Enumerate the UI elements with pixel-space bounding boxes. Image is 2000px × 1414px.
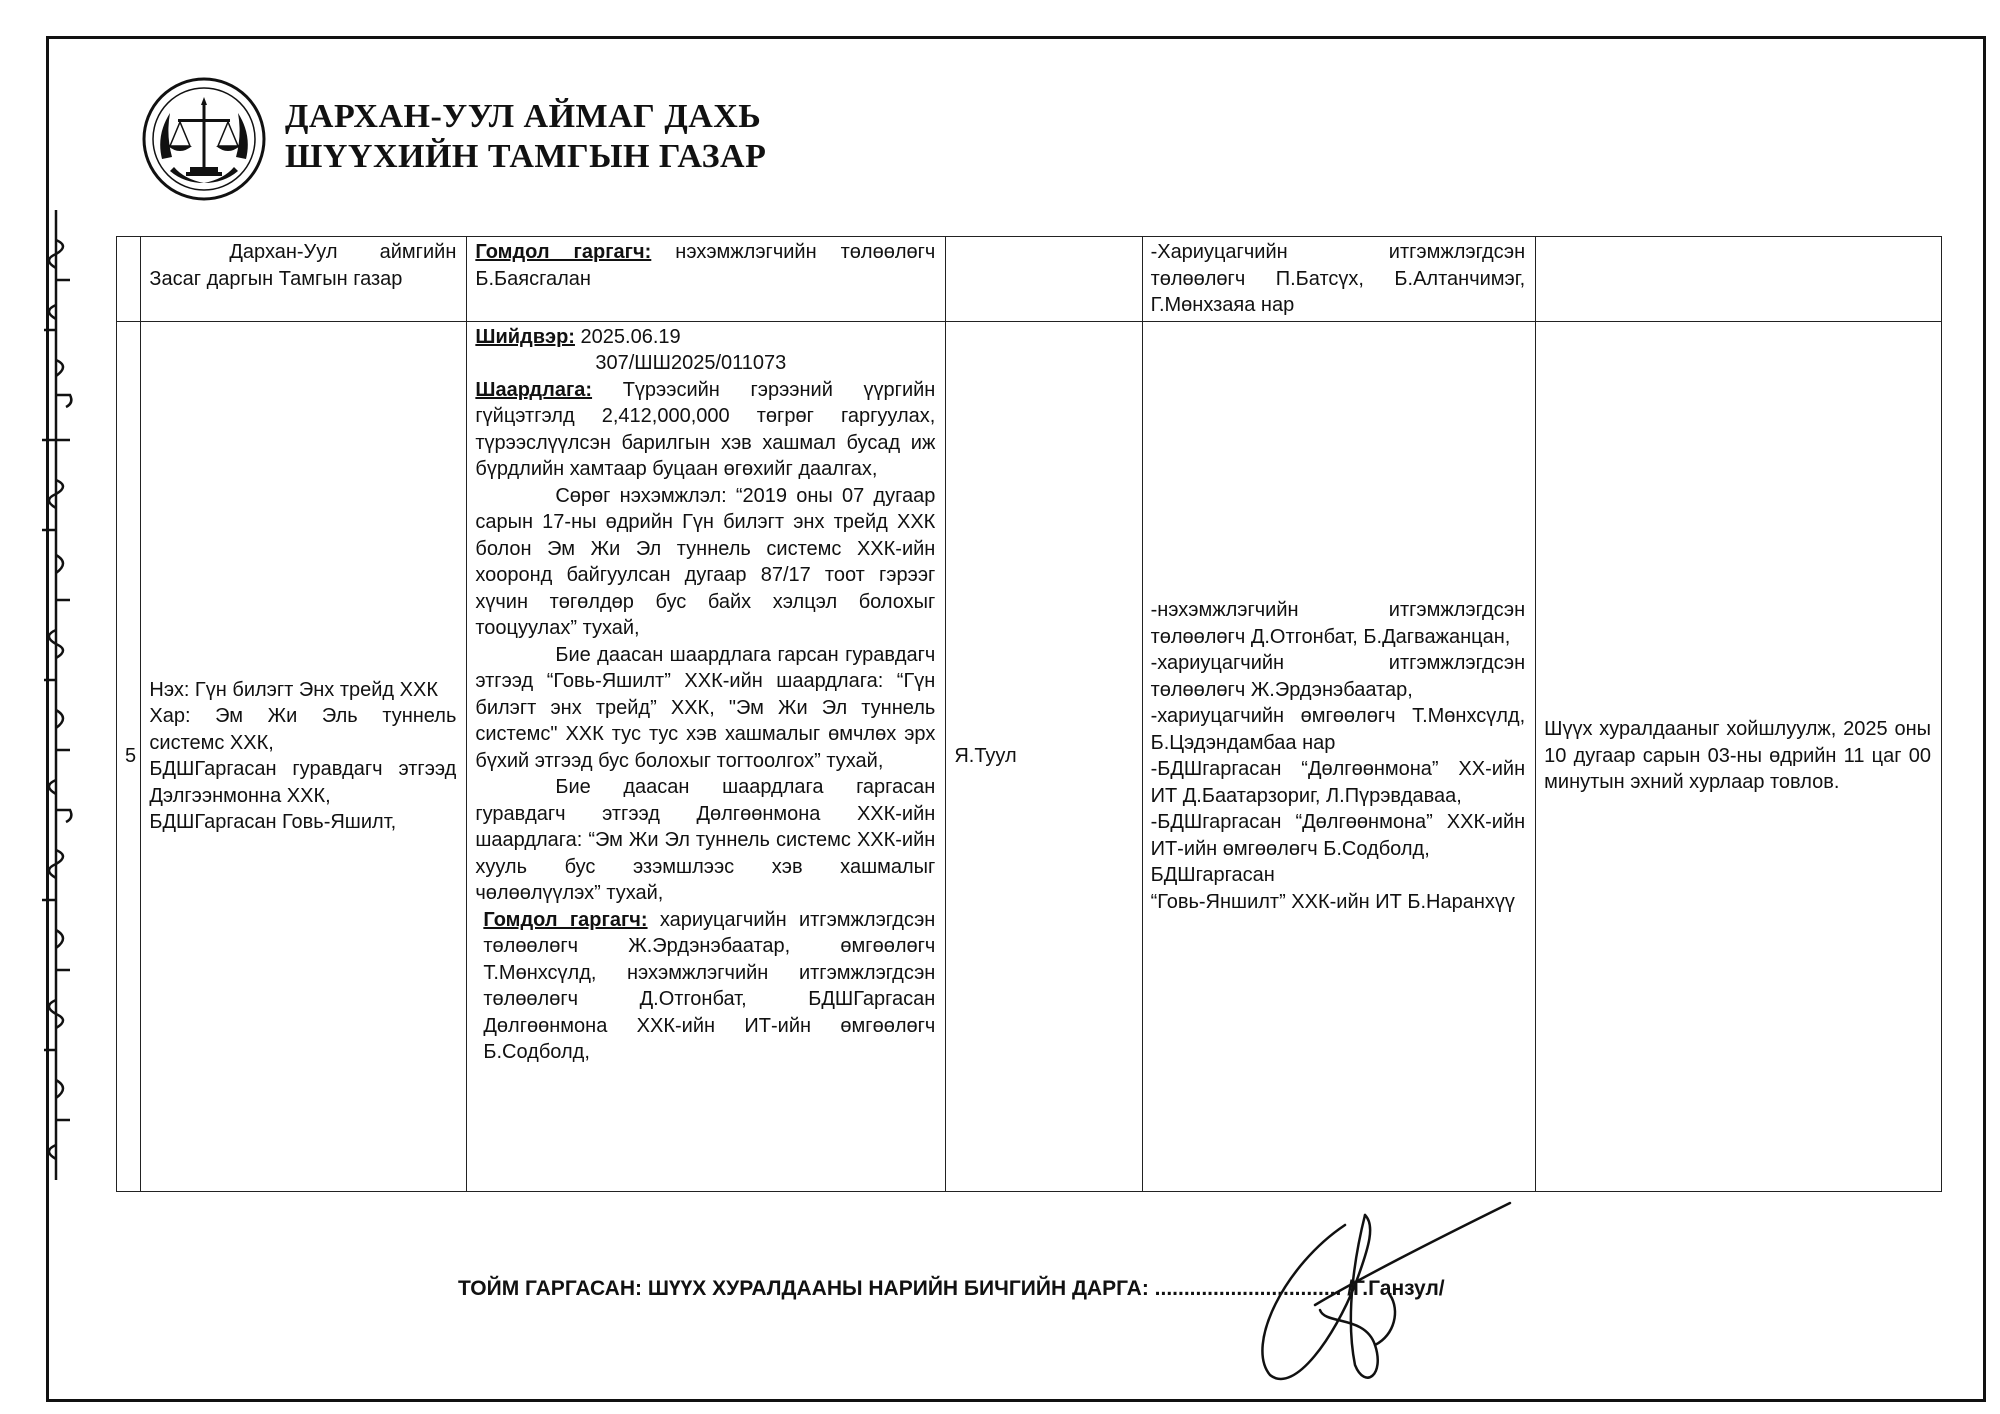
result-text: Шүүх хуралдааныг хойшлуулж, 2025 оны 10 дугаар сарын 03-ны өдрийн 11 цаг 00 минутын эхний хурлаар товлов. (1544, 718, 1931, 794)
details-cell (467, 321, 946, 1191)
court-scales-emblem-icon (140, 75, 268, 203)
counterclaim-text: Сөрөг нэхэмжлэл: “2019 оны 07 дугаар сарын 17-ны өдрийн Гүн билэгт энх трейд ХХК болон Эм Жи Эл туннель системс ХХК-ийн хооронд байгуулсан дугаар 87/17 тоот гэрээг хүчин төгөлдөр бус байх хэлцэл болохыг тооцуулах” тухай, (475, 484, 936, 639)
representative-entry: “Говь-Яншилт” ХХК-ийн ИТ Б.Наранхүү (1150, 890, 1515, 913)
representative-entry: -хариуцагчийн итгэмжлэгдсэн төлөөлөгч Ж.Эрдэнэбаатар, (1150, 652, 1526, 701)
representative-entry: -БДШгаргасан “Дөлгөөнмона” ХХ-ийн ИТ Д.Баатарзориг, Л.Пүрэвдаваа, (1150, 758, 1526, 807)
organization-title (285, 97, 766, 177)
organization-title-line1: ДАРХАН-УУЛ АЙМАГ ДАХЬ (285, 98, 762, 135)
result-cell (1536, 237, 1942, 322)
mongolian-vertical-script-icon (28, 210, 84, 1180)
case-number: 5 (125, 744, 137, 767)
third-party: БДШГаргасан гуравдагч этгээд Дэлгээнмонна ХХК, (149, 758, 457, 807)
case-number-cell (117, 237, 141, 322)
parties-text: Дархан-Уул аймгийн Засаг даргын Тамгын газар (149, 241, 457, 290)
third-party-claim-text: Бие даасан шаардлага гаргасан гуравдагч этгээд Дөлгөөнмона ХХК-ийн шаардлага: “Эм Жи Эл туннель системс ХХК-ийн хууль бус эзэмшлээс хэв хашмалыг чөлөөлүүлэх” тухай, (475, 776, 936, 904)
case-number-cell (117, 321, 141, 1191)
judge-name: Я.Туул (954, 744, 1017, 767)
parties-cell (141, 237, 467, 322)
representatives-text: -Хариуцагчийн итгэмжлэгдсэн төлөөлөгч П.Батсүх, Б.Алтанчимэг, Г.Мөнхзаяа нар (1150, 241, 1526, 316)
representative-entry: -хариуцагчийн өмгөөлөгч Т.Мөнхсүлд, Б.Цэдэндамбаа нар (1150, 705, 1526, 754)
decision-date: 2025.06.19 (580, 325, 681, 348)
complaint-label: Гомдол гаргагч: (475, 241, 652, 263)
representative-entry: -нэхэмжлэгчийн итгэмжлэгдсэн төлөөлөгч Д.Отгонбат, Б.Дагважанцан, (1150, 599, 1526, 648)
footer-compiled-by: ТОЙМ ГАРГАСАН: ШҮҮХ ХУРАЛДААНЫ НАРИЙН БИЧГИЙН ДАРГА: ................................ /Г.Ганзул/ (458, 1277, 1445, 1300)
complaint-text: хариуцагчийн итгэмжлэгдсэн төлөөлөгч Ж.Эрдэнэбаатар, өмгөөлөгч Т.Мөнхсүлд, нэхэмжлэгчийн итгэмжлэгдсэн төлөөлөгч Д.Отгонбат, БДШГаргасан Дөлгөөнмона ХХК-ийн ИТ-ийн өмгөөлөгч Б.Содболд, (483, 908, 936, 1063)
court-cases-table (116, 236, 1942, 1192)
representative-entry: БДШгаргасан (1150, 864, 1275, 886)
handwritten-signature-icon (1225, 1195, 1525, 1395)
decision-label: Шийдвэр: (475, 325, 575, 348)
third-party-claim-text: Бие даасан шаардлага гарсан гуравдагч этгээд “Говь-Яшилт” ХХК-ийн шаардлага: “Гүн билэгт энх трейд” ХХК, "Эм Жи Эл туннель системс" ХХК тус тус хэв хашмалыг өмчлөх эрх бүхий этгээд бус болохыг тогтоолгох” тухай, (475, 643, 936, 772)
result-cell (1536, 321, 1942, 1191)
representatives-cell (1142, 237, 1536, 322)
judge-cell (946, 321, 1142, 1191)
table-row (117, 237, 1942, 322)
claim-text: Түрээсийн гэрээний үүргийн гүйцэтгэлд 2,412,000,000 төгрөг гаргуулах, түрээслүүлсэн барилгын хэв хашмал бусад иж бүрдлийн хамтаар буцаан өгөхийг даалгах, (475, 378, 936, 480)
judge-cell (946, 237, 1142, 322)
details-cell (467, 237, 946, 322)
third-party: БДШГаргасан Говь-Яшилт, (149, 811, 397, 833)
parties-cell (141, 321, 467, 1191)
complaint-text: нэхэмжлэгчийн төлөөлөгч Б.Баясгалан (475, 241, 936, 290)
representative-entry: -БДШгаргасан “Дөлгөөнмона” ХХК-ийн ИТ-ийн өмгөөлөгч Б.Содболд, (1150, 811, 1526, 860)
representatives-cell (1142, 321, 1536, 1191)
plaintiff: Нэх: Гүн билэгт Энх трейд ХХК (149, 678, 438, 701)
claim-label: Шаардлага: (475, 378, 593, 401)
complaint-label: Гомдол гаргагч: (483, 908, 648, 931)
organization-title-line2: ШҮҮХИЙН ТАМГЫН ГАЗАР (285, 138, 767, 175)
table-row (117, 321, 1942, 1191)
decision-number: 307/ШШ2025/011073 (595, 352, 787, 374)
defendant: Хар: Эм Жи Эль туннель системс ХХК, (149, 705, 457, 754)
